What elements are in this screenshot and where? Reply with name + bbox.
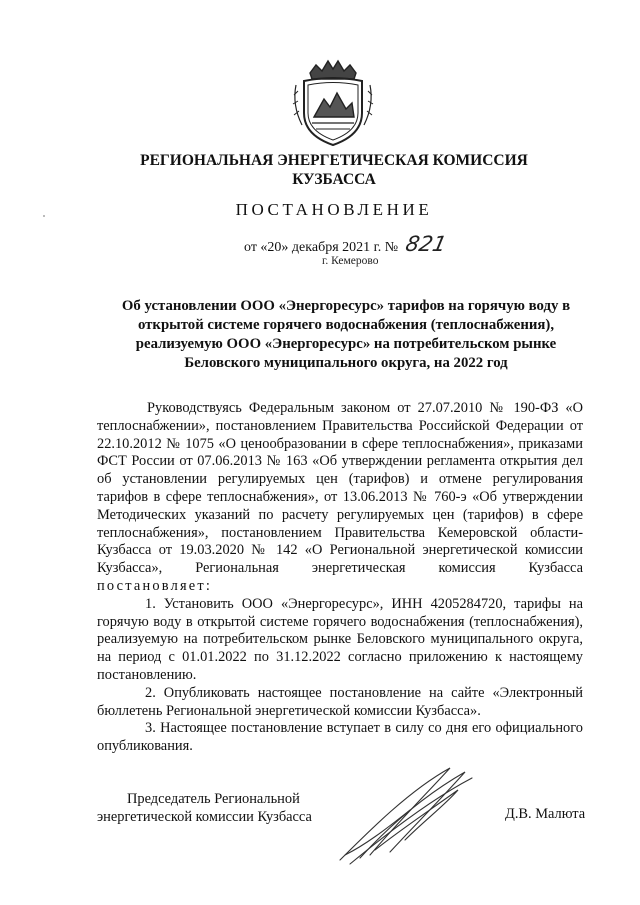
decree-item-3: 3. Настоящее постановление вступает в силу со дня его официального опубликования. bbox=[97, 720, 583, 755]
decree-date: от «20» декабря 2021 г. № bbox=[244, 240, 399, 255]
preamble-paragraph bbox=[97, 400, 583, 596]
handwritten-signature bbox=[330, 760, 480, 870]
decree-body bbox=[97, 400, 583, 756]
decree-subject: Об установлении ООО «Энергоресурс» тарифов на горячую воду в открытой системе горячего водоснабжения (теплоснабжения), реализуемую ООО «Энергоресурс» на потребительском рынке Беловского муниципального округа, на 2022 год bbox=[121, 298, 571, 371]
signatory-name: Д.В. Малюта bbox=[505, 806, 586, 822]
resolves-word: постановляет: bbox=[97, 577, 213, 594]
decree-item-1: 1. Установить ООО «Энергоресурс», ИНН 4205284720, тарифы на горячую воду в открытой системе горячего водоснабжения (теплоснабжения), реализуемую на потребительском рынке Беловского муниципального округа, на период с 01.01.2022 по 31.12.2022 согласно приложению к настоящему постановлению. bbox=[97, 595, 583, 683]
city: г. Кемерово bbox=[322, 255, 379, 267]
organization-name: РЕГИОНАЛЬНАЯ ЭНЕРГЕТИЧЕСКАЯ КОМИССИЯ КУЗБАССА bbox=[140, 152, 528, 188]
scan-artifact bbox=[43, 215, 45, 217]
signatory-title bbox=[97, 790, 337, 826]
signatory-title-line-2: энергетической комиссии Кузбасса bbox=[97, 809, 312, 825]
document-type-title: ПОСТАНОВЛЕНИЕ bbox=[235, 200, 433, 219]
date-line bbox=[244, 232, 504, 256]
decree-item-2: 2. Опубликовать настоящее постановление на сайте «Электронный бюллетень Региональной энергетической комиссии Кузбасса». bbox=[97, 684, 583, 719]
decree-number-handwritten: 821 bbox=[403, 232, 449, 256]
signatory-title-line-1: Председатель Региональной bbox=[127, 791, 300, 807]
preamble-text: Руководствуясь Федеральным законом от 27.07.2010 № 190-ФЗ «О теплоснабжении», постановлением Правительства Российской Федерации от 22.10.2012 № 1075 «О ценообразовании в сфере теплоснабжения», приказами ФСТ России от 07.06.2013 № 163 «Об утверждении регламента открытия дел об установлении регулируемых цен (тарифов) и отмене регулирования тарифов в сфере теплоснабжения», от 13.06.2013 № 760-э «Об утверждении Методических указаний по расчету регулируемых цен (тарифов) в сфере теплоснабжения», постановлением Правительства Кемеровской области-Кузбасса от 19.03.2020 № 142 «О Региональной энергетической комиссии Кузбасса», Региональная энергетическая комиссия Кузбасса bbox=[97, 400, 583, 577]
coat-of-arms-emblem bbox=[290, 55, 376, 149]
